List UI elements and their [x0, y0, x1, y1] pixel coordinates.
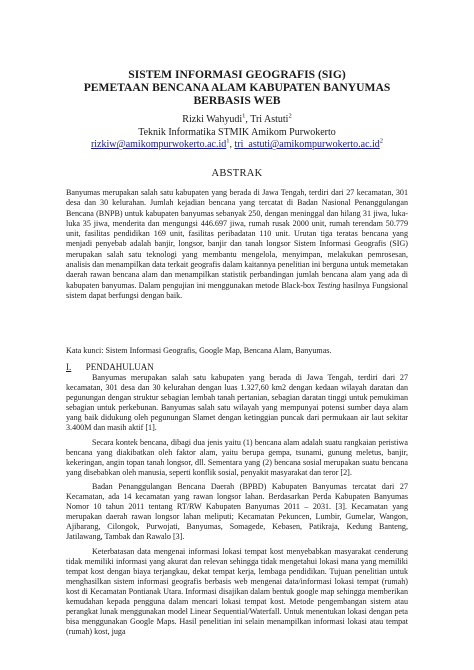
author-1: Rizki Wahyudi	[182, 114, 243, 125]
intro-paragraph: Badan Penanggulangan Bencana Daerah (BPBD) Kabupaten Banyumas tercatat dari 27 Kecamatan, ada 14 kecamatan yang rawan longsor lahan. Berdasarkan Perda Kabupaten Banyumas Nomor 10 tahun 2011 tentang RT/RW Kabupaten Banyumas 2011 – 2031. [3]. Kecamatan yang merupakan daerah rawan longsor lahan meliputi; Kecamatan Pekuncen, Lumbir, Gumelar, Wangon, Ajibarang, Cilongok, Purwojati, Banyumas, Somagede, Kebasen, Patikraja, Kedung Banteng, Jatilawang, Tambak dan Rawalo [3].	[66, 481, 408, 542]
intro-paragraph: Banyumas merupakan salah satu kabupaten yang berada di Jawa Tengah, terdiri dari 27 kecamatan, 301 desa dan 30 kelurahan dengan luas 1.327,60 km2 dengan kedaan wilayah daratan dan pegunungan dengan struktur sebagian lembah tanah pertanian, sebagian daratan tinggi untuk pemukiman sebagian untuk perkebunan. Banyumas salah satu wilayah yang mempunyai potensi sumber daya alam yang baik didukung oleh pegunungan Slamet dengan ketinggian puncak dari permukaan air laut sekitar 3.400M dan masih aktif [1].	[66, 373, 408, 433]
affiliation: Teknik Informatika STMIK Amikom Purwokerto	[138, 126, 336, 138]
section-heading	[66, 362, 408, 373]
email-2-sup: 2	[379, 137, 384, 145]
abstract-text-pre: Banyumas merupakan salah satu kabupaten yang berada di Jawa Tengah, terdiri dari 27 kecamatan, 301 desa dan 30 kelurahan. Jumlah kejadian bencana yang tercatat di Badan Nasional Penanggulangan Bencana (BNPB) untuk kabupaten banyumas sebanyak 250, dengan meninggal dan hilang 31 jiwa, luka-luka 35 jiwa, menderita dan mengungsi 446.697 jiwa, rumah rusak 2000 unit, rumah terendam 50.779 unit, fasilitas pendidikan 169 unit, fasilitas peribadatan 110 unit. Urutan tiga teratas bencana yang menjadi penyebab adalah banjir, longsor, banjir dan tanah longsor Sistem Informasi Geografis (SIG) merupakan salah satu teknologi yang membantu mengelola, menyimpan, melakukan pemrosesan, analisis dan menampilkan data terkait geografis dalam kaitannya penelitian ini berguna untuk memetakan daerah rawan bencana alam dan menampilkan statistik perbandingan jumlah bencana alam yang ada di kabupaten banyumas. Dalam pengujian ini menggunakan metode Black-box	[66, 188, 408, 290]
email-link-2[interactable]: tri_astuti@amikompurwokerto.ac.id	[234, 139, 380, 151]
intro-paragraph: Secara kontek bencana, dibagi dua jenis yaitu (1) bencana alam adalah suatu rangkaian peristiwa bencana yang diakibatkan oleh faktor alam, yaitu berupa gempa, tsunami, gunung meletus, banjir, kekeringan, angin topan tanah longsor, dll. Sementara yang (2) bencana sosial merupakan suatu bencana yang disebabkan oleh manusia, seperti konflik sosial, penyakit masyarakat dan teror [2].	[66, 437, 408, 477]
title-line-2: PEMETAAN BENCANA ALAM KABUPATEN BANYUMAS	[83, 81, 391, 94]
abstract-text-post: hasilnya Fungsional sistem dapat berfungsi dengan baik.	[66, 280, 408, 300]
abstract-text-emphasis: Testing	[317, 280, 341, 290]
author-2-sup: 2	[288, 112, 292, 120]
intro-paragraph: Keterbatasan data mengenai informasi lokasi tempat kost menyebabkan masyarakat cenderung tidak memiliki informasi yang akurat dan relevan sehingga tidak mengetahui lokasi mana yang memiliki tempat kost dengan biaya terjangkau, dekat tempat kerja, lembaga pendidikan. Tujuan penelitian untuk menghasilkan sistem informasi geografis berbasis web mengenai data/informasi lokasi tempat (rumah) kost di Kecamatan Pontianak Utara. Informasi disajikan dalam bentuk google map sehingga memberikan kemudahan kepada pengguna dalam mencari lokasi tempat kost. Metode pengembangan sistem atau perangkat lunak menggunakan model Linear Sequential/Waterfall. Untuk menentukan lokasi dengan peta bisa menggunakan Google Maps. Hasil penelitian ini selain menampilkan informasi lokasi atau tempat (rumah) kost, juga	[66, 546, 408, 637]
author-1-sup: 1	[242, 112, 246, 120]
introduction-body	[66, 373, 408, 641]
email-1-sup: 1	[226, 137, 230, 145]
section-number: I.	[66, 362, 72, 372]
abstract-body	[66, 188, 408, 301]
author-names	[40, 114, 434, 127]
title-line-3: BERBASIS WEB	[193, 94, 281, 107]
abstract-heading: ABSTRAK	[211, 168, 263, 179]
keywords: Kata kunci: Sistem Informasi Geografis, Google Map, Bencana Alam, Banyumas.	[66, 346, 332, 355]
paper-title	[40, 68, 434, 107]
email-separator: ,	[229, 139, 235, 151]
author-2: Tri Astuti	[250, 114, 289, 125]
author-separator: ,	[245, 114, 251, 125]
title-line-1: SISTEM INFORMASI GEOGRAFIS (SIG)	[128, 68, 346, 81]
email-link-1[interactable]: rizkiw@amikompurwokerto.ac.id	[90, 139, 227, 151]
author-block	[40, 114, 434, 152]
author-emails	[40, 139, 434, 152]
section-title: PENDAHULUAN	[85, 362, 154, 372]
